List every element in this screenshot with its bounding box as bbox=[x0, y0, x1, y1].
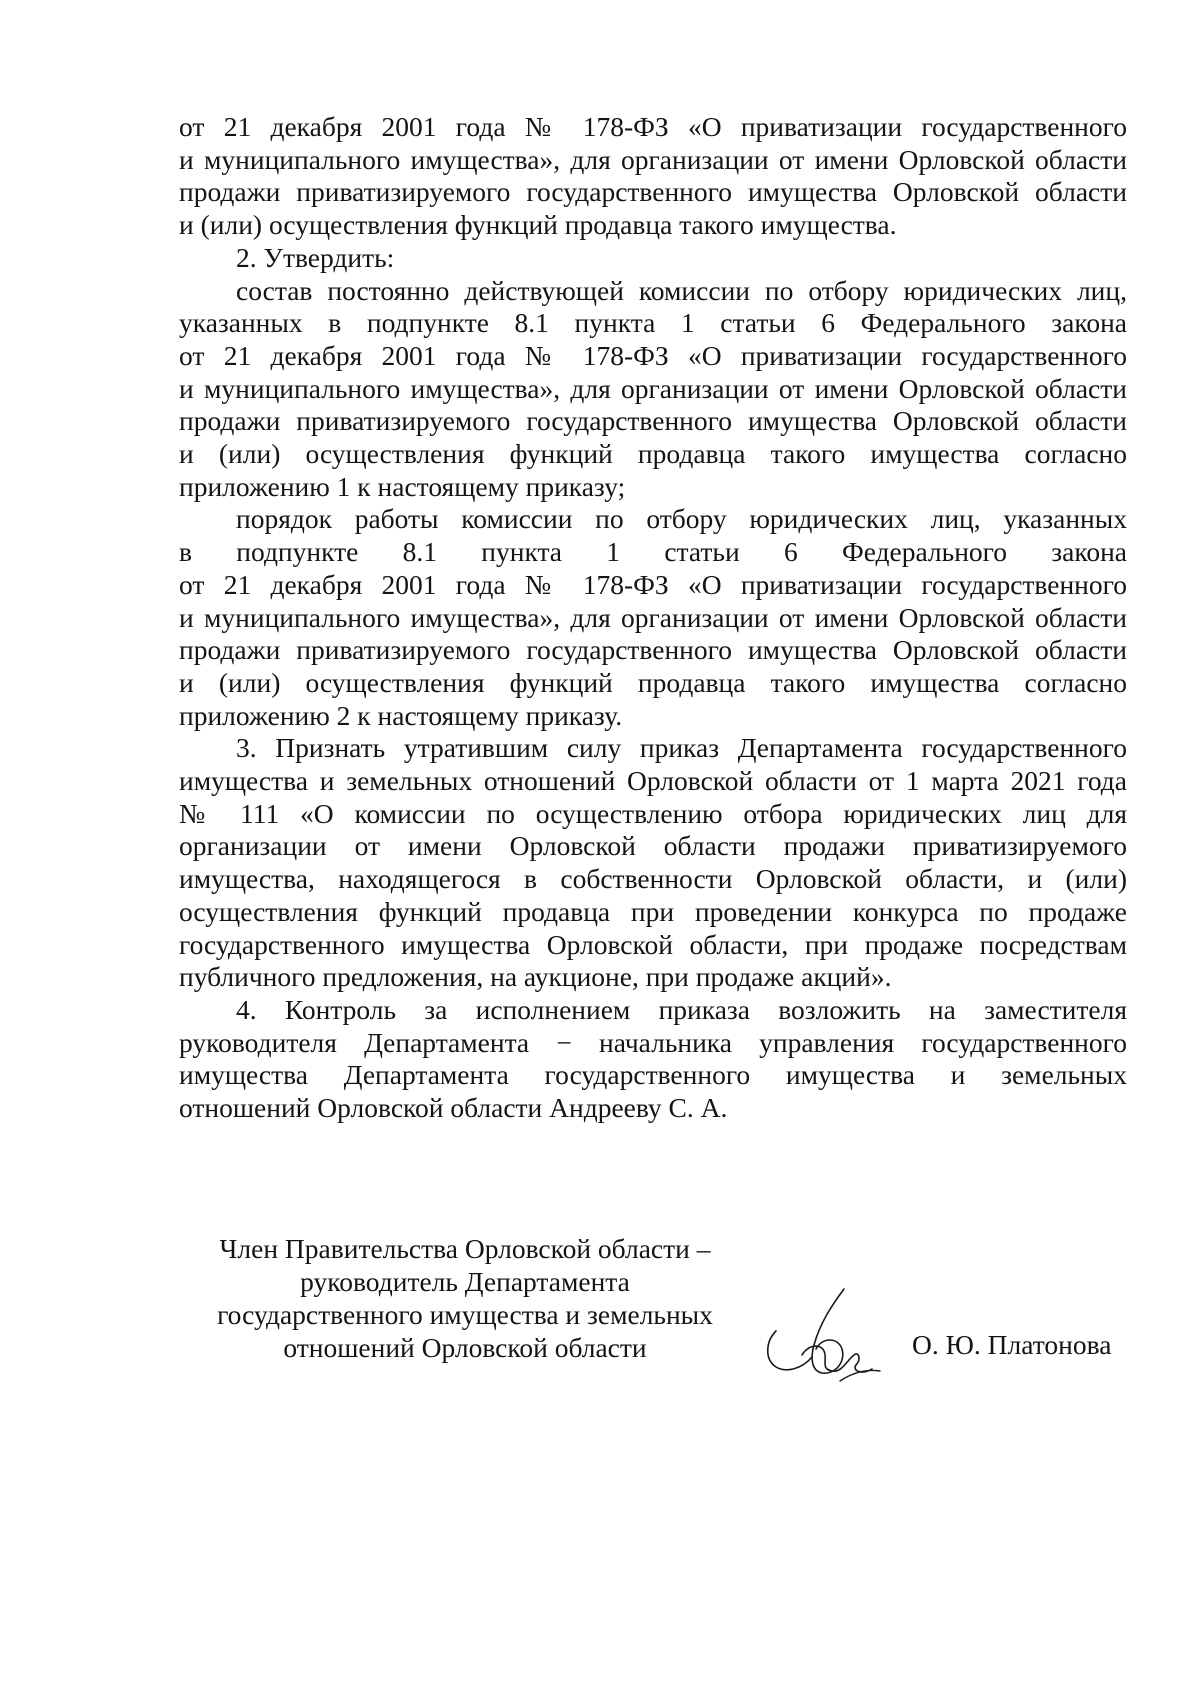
text-line: имущества, находящегося в собственности Орловской области, и (или) bbox=[179, 863, 1127, 895]
text-line: состав постоянно действующей комиссии по отбору юридических лиц, bbox=[236, 274, 1127, 306]
text-line: порядок работы комиссии по отбору юридических лиц, указанных bbox=[236, 503, 1127, 535]
text-line: 4. Контроль за исполнением приказа возложить на заместителя bbox=[236, 993, 1127, 1025]
text-line: и муниципального имущества», для организации от имени Орловской области bbox=[179, 143, 1127, 175]
text-line: и муниципального имущества», для организации от имени Орловской области bbox=[179, 601, 1127, 633]
paragraph-commission-procedure bbox=[179, 503, 1127, 732]
text-line: руководителя Департамента − начальника управления государственного bbox=[179, 1026, 1127, 1058]
paragraph-repeal-order bbox=[179, 732, 1127, 994]
signatory-title-line: отношений Орловской области bbox=[283, 1332, 647, 1363]
paragraph-approve-heading bbox=[179, 242, 1127, 275]
text-line: № 111 «О комиссии по осуществлению отбора юридических лиц для bbox=[179, 797, 1127, 829]
text-line: от 21 декабря 2001 года № 178-ФЗ «О приватизации государственного bbox=[179, 568, 1127, 600]
text-line: имущества и земельных отношений Орловской области от 1 марта 2021 года bbox=[179, 765, 1127, 797]
signatory-title bbox=[195, 1232, 735, 1364]
signatory-title-line: государственного имущества и земельных bbox=[217, 1299, 713, 1330]
text-line: осуществления функций продавца при проведении конкурса по продаже bbox=[179, 895, 1127, 927]
text-line: публичного предложения, на аукционе, при продаже акций». bbox=[179, 961, 892, 993]
document-body bbox=[179, 111, 1127, 1125]
text-line: и муниципального имущества», для организации от имени Орловской области bbox=[179, 372, 1127, 404]
paragraph-continuation bbox=[179, 111, 1127, 242]
paragraph-control bbox=[179, 994, 1127, 1125]
text-line: имущества Департамента государственного имущества и земельных bbox=[179, 1059, 1127, 1091]
handwritten-signature bbox=[762, 1285, 882, 1385]
text-line: продажи приватизируемого государственного имущества Орловской области bbox=[179, 405, 1127, 437]
text-line: приложению 1 к настоящему приказу; bbox=[179, 470, 626, 502]
signatory-title-line: Член Правительства Орловской области – bbox=[219, 1233, 711, 1264]
text-line: указанных в подпункте 8.1 пункта 1 статьи 6 Федерального закона bbox=[179, 307, 1127, 339]
text-line: и (или) осуществления функций продавца такого имущества. bbox=[179, 209, 897, 241]
signatory-name: О. Ю. Платонова bbox=[912, 1329, 1112, 1360]
text-line: 2. Утвердить: bbox=[236, 241, 395, 273]
text-line: приложению 2 к настоящему приказу. bbox=[179, 699, 623, 731]
text-line: от 21 декабря 2001 года № 178-ФЗ «О приватизации государственного bbox=[179, 339, 1127, 371]
paragraph-commission-composition bbox=[179, 275, 1127, 504]
text-line: продажи приватизируемого государственного имущества Орловской области bbox=[179, 176, 1127, 208]
signatory-title-line: руководитель Департамента bbox=[300, 1266, 630, 1297]
text-line: организации от имени Орловской области продажи приватизируемого bbox=[179, 830, 1127, 862]
text-line: и (или) осуществления функций продавца такого имущества согласно bbox=[179, 666, 1127, 698]
text-line: в подпункте 8.1 пункта 1 статьи 6 Федерального закона bbox=[179, 536, 1127, 568]
text-line: и (или) осуществления функций продавца такого имущества согласно bbox=[179, 438, 1127, 470]
text-line: государственного имущества Орловской области, при продаже посредствам bbox=[179, 928, 1127, 960]
text-line: отношений Орловской области Андрееву С. А. bbox=[179, 1092, 728, 1124]
text-line: 3. Признать утратившим силу приказ Департамента государственного bbox=[236, 732, 1127, 764]
text-line: от 21 декабря 2001 года № 178-ФЗ «О приватизации государственного bbox=[179, 111, 1127, 142]
text-line: продажи приватизируемого государственного имущества Орловской области bbox=[179, 634, 1127, 666]
